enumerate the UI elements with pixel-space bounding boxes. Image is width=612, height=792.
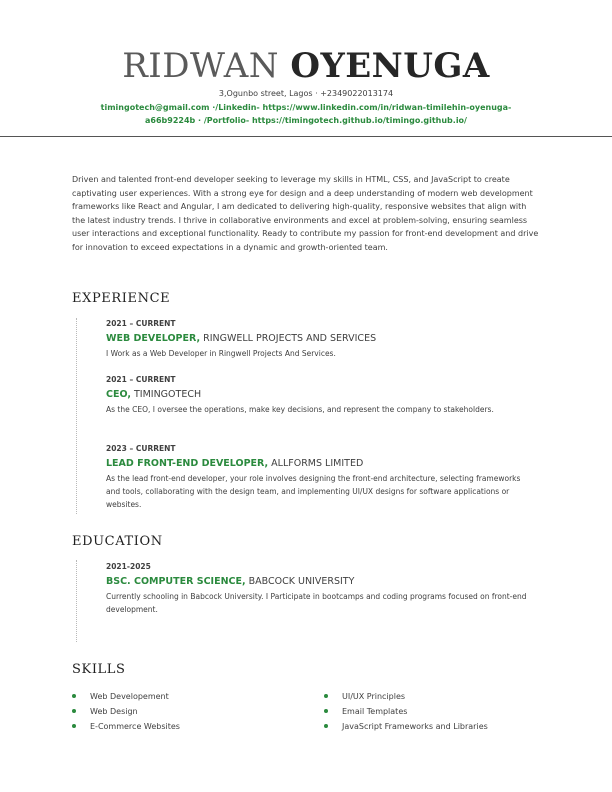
entry-description: As the lead front-end developer, your role involves designing the front-end architecture, selecting frameworks and tools, collaborating with the design team, and implementing UI/UX designs for software applications or websites. [106, 474, 521, 509]
skill-item: Web Developement [72, 689, 302, 704]
education-entry [106, 562, 536, 616]
entry-role [106, 575, 536, 588]
entry-description: As the CEO, I oversee the operations, make key decisions, and represent the company to stakeholders. [106, 405, 494, 414]
entry-org: ALLFORMS LIMITED [271, 458, 364, 469]
entry-date: 2021-2025 [106, 562, 151, 571]
contact-address: 3,Ogunbo street, Lagos · +2349022013174 [218, 89, 394, 98]
skill-item: UI/UX Principles [324, 689, 554, 704]
experience-heading: EXPERIENCE [72, 291, 171, 306]
entry-description: I Work as a Web Developer in Ringwell Projects And Services. [106, 349, 336, 358]
entry-date: 2021 – CURRENT [106, 319, 176, 328]
resume-name [0, 46, 612, 86]
entry-org: BABCOCK UNIVERSITY [248, 576, 355, 587]
entry-title: BSC. COMPUTER SCIENCE, [106, 576, 246, 587]
last-name: OYENUGA [290, 46, 490, 86]
entry-title: WEB DEVELOPER, [106, 333, 201, 344]
entry-org: TIMINGOTECH [133, 389, 202, 400]
bullet-icon [324, 709, 328, 713]
profile-summary: Driven and talented front-end developer seeking to leverage my skills in HTML, CSS, and JavaScript to create captivating user experiences. With a strong eye for design and a deep understanding of modern web development frameworks like React and Angular, I am dedicated to delivering high-quality, responsive websites that align with the latest industry trends. I thrive in collaborative environments and excel at problem-solving, ensuring seamless user interactions and exceptional functionality. Ready to contribute my passion for front-end development and drive for innovation to exceed expectations in a dynamic and growth-oriented team. [72, 175, 539, 252]
skill-item: Web Design [72, 704, 302, 719]
bullet-icon [72, 694, 76, 698]
entry-role [106, 457, 536, 470]
bullet-icon [324, 694, 328, 698]
experience-entry [106, 444, 536, 511]
bullet-icon [72, 709, 76, 713]
entry-role [106, 332, 536, 345]
bullet-icon [72, 724, 76, 728]
entry-role [106, 388, 536, 401]
skills-list-left [72, 689, 302, 734]
education-heading: EDUCATION [72, 534, 163, 549]
skills-list-right [324, 689, 554, 734]
experience-timeline-line [76, 318, 77, 514]
skill-item: JavaScript Frameworks and Libraries [324, 719, 554, 734]
entry-date: 2023 – CURRENT [106, 444, 176, 453]
entry-org: RINGWELL PROJECTS AND SERVICES [203, 333, 377, 344]
skill-item: E-Commerce Websites [72, 719, 302, 734]
contact-links[interactable]: timingotech@gmail.com ·/Linkedin- https://www.linkedin.com/in/ridwan-timilehin-oyenuga-a66b9224b · /Portfolio- https://timingotech.github.io/timingo.github.io/ [100, 103, 512, 125]
entry-title: CEO, [106, 389, 131, 400]
skills-heading: SKILLS [72, 662, 126, 677]
bullet-icon [324, 724, 328, 728]
entry-title: LEAD FRONT-END DEVELOPER, [106, 458, 269, 469]
entry-date: 2021 – CURRENT [106, 375, 176, 384]
experience-entry [106, 319, 536, 360]
header-divider [0, 136, 612, 137]
experience-entry [106, 375, 536, 416]
skill-item: Email Templates [324, 704, 554, 719]
first-name: RIDWAN [122, 46, 280, 86]
entry-description: Currently schooling in Babcock University. I Participate in bootcamps and coding programs focused on front-end development. [106, 592, 527, 614]
education-timeline-line [76, 560, 77, 642]
